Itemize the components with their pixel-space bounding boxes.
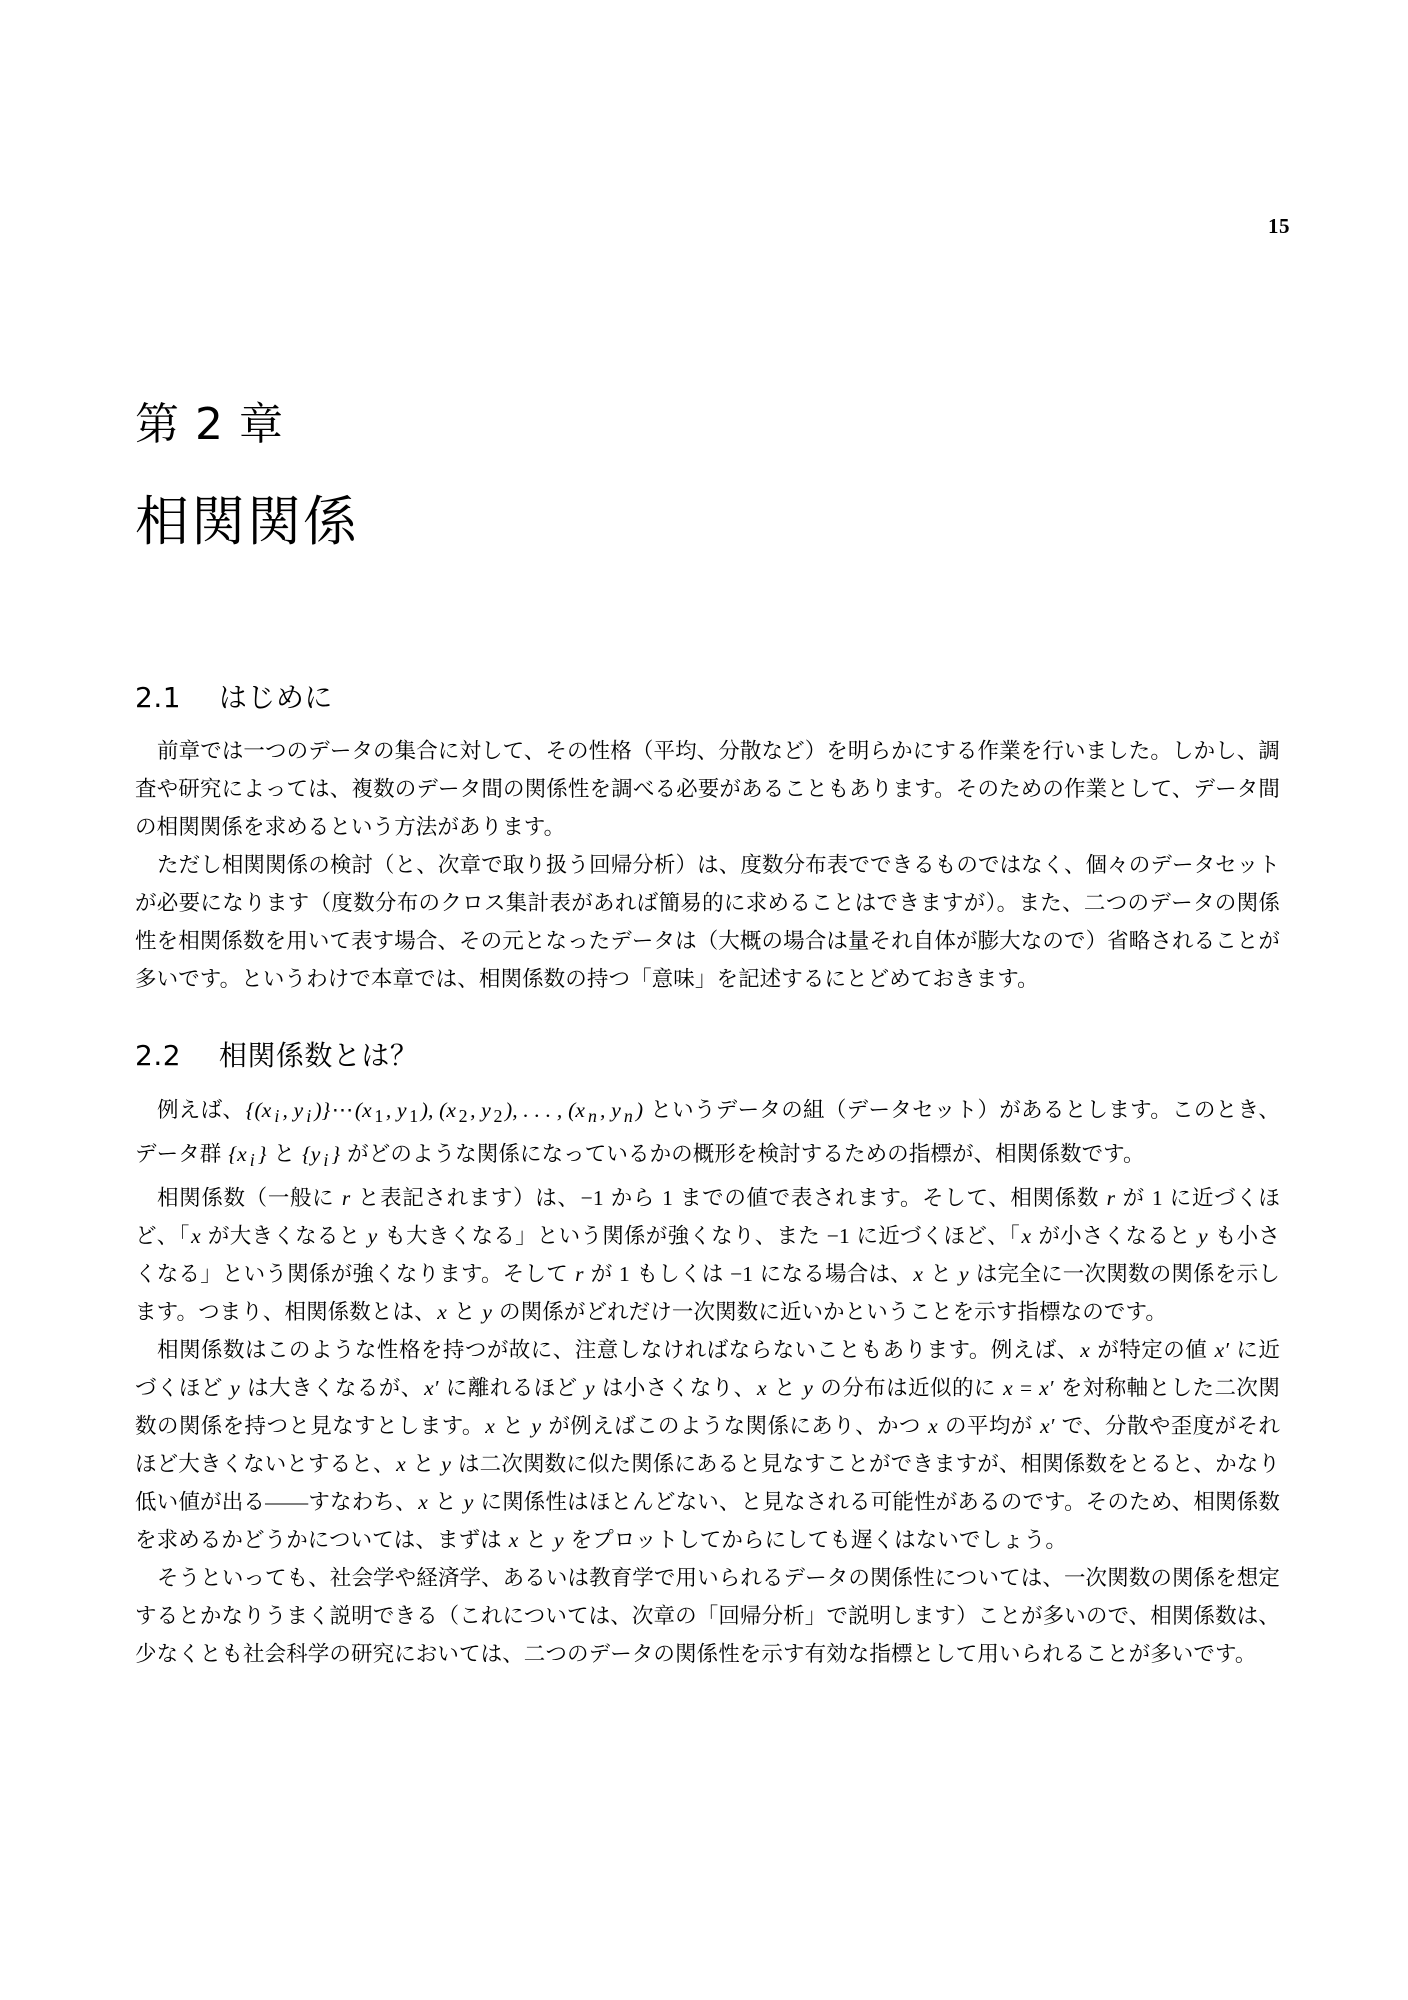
inline-number: 1 [1151, 1186, 1163, 1211]
inline-math: } [257, 1142, 267, 1167]
inline-math: y [584, 1376, 595, 1401]
inline-math: , y [282, 1097, 304, 1122]
inline-number: −1 [826, 1224, 850, 1249]
inline-math: {y [302, 1142, 321, 1167]
inline-number: −1 [580, 1186, 604, 1211]
inline-math-subscript: 1 [374, 1106, 384, 1127]
inline-math: y [367, 1224, 378, 1249]
inline-math: ) [635, 1097, 644, 1122]
chapter-title: 相関関係 [135, 490, 359, 554]
inline-math: y [230, 1376, 240, 1401]
paragraph: 例えば、{(x $_i$ , y $_i$ )}⋯(x $_1$ , y $_1$ ), (x $_2$ , y $_2$ ), . . . , (x $_n$ , y $_n$ ) というデータの組（データセット）があるとします。このとき、データ群 {x $_i$ } と {y $_i$ } がどのような関係になっているかの概形を検討するための指標が、相関係数です。 [135, 1097, 1281, 1171]
inline-math: y [482, 1300, 493, 1325]
inline-math: x = x′ [1003, 1376, 1054, 1401]
inline-math: y [553, 1528, 564, 1553]
paragraph: 前章では一つのデータの集合に対して、その性格（平均、分散など）を明らかにする作業を行いました。しかし、調査や研究によっては、複数のデータ間の関係性を調べる必要があることもあります。そのための作業として、データ間の相関関係を求めるという方法があります。 [135, 739, 1280, 840]
inline-math: y [803, 1376, 813, 1401]
inline-math: } [331, 1142, 341, 1167]
inline-math: x [191, 1224, 201, 1249]
inline-math: x [928, 1414, 938, 1439]
inline-math-subscript: n [623, 1106, 633, 1127]
inline-math: x [437, 1300, 447, 1325]
inline-math: x′ [1039, 1414, 1055, 1439]
inline-math: r [1106, 1186, 1116, 1211]
inline-math: y [463, 1490, 474, 1515]
inline-number: 1 [662, 1186, 673, 1211]
paragraph: 相関係数（一般に r と表記されます）は、−1 から 1 までの値で表されます。そして、相関係数 r が 1 に近づくほど、「x が大きくなると y も大きくなる」という関係が強くなり、また −1 に近づくほど、「x が小さくなると y も小さくなる」という関係が強くなります。そして r が 1 もしくは −1 になる場合は、x と y は完全に一次関数の関係を示します。つまり、相関係数とは、x と y の関係がどれだけ一次関数に近いかということを示す指標なのです。 [135, 1186, 1281, 1325]
inline-math: r [575, 1262, 584, 1287]
inline-math: x [485, 1414, 495, 1439]
inline-math-subscript: n [587, 1106, 598, 1127]
inline-math: x [1021, 1224, 1032, 1249]
inline-math: {(x [245, 1097, 272, 1122]
inline-math: , y [600, 1097, 621, 1122]
inline-math: y [959, 1262, 969, 1287]
inline-math: , y [470, 1097, 491, 1122]
inline-math: x [913, 1262, 924, 1287]
inline-math: )} [314, 1097, 331, 1122]
inline-math: {x [228, 1142, 247, 1167]
inline-math-subscript: i [323, 1150, 329, 1171]
section-heading-2-1: 2.1 はじめに [135, 681, 333, 714]
inline-math: x [508, 1528, 519, 1553]
inline-math: (x [354, 1097, 372, 1122]
inline-math: y [1198, 1224, 1208, 1249]
inline-math-subscript: i [274, 1106, 280, 1127]
inline-math: y [531, 1414, 542, 1439]
inline-math-subscript: 2 [493, 1106, 503, 1127]
inline-number: −1 [730, 1262, 754, 1287]
page-number: 15 [1268, 214, 1290, 238]
paragraph: 相関係数はこのような性格を持つが故に、注意しなければならないこともあります。例えば、x が特定の値 x′ に近づくほど y は大きくなるが、x′ に離れるほど y は小さくなり、x と y の分布は近似的に x = x′ を対称軸とした二次関数の関係を持つと見なすとします。x と y が例えばこのような関係にあり、かつ x の平均が x′ で、分散や歪度がそれほど大きくないとすると、x と y は二次関数に似た関係にあると見なすことができますが、相関係数をとると、かなり低い値が出る——すなわち、x と y に関係性はほとんどない、と見なされる可能性があるのです。そのため、相関係数を求めるかどうかについては、まずは x と y をプロットしてからにしても遅くはないでしょう。 [135, 1338, 1281, 1553]
inline-number: 1 [619, 1262, 630, 1287]
inline-math: x [1080, 1338, 1090, 1363]
inline-math: y [441, 1452, 452, 1477]
paragraph: そうといっても、社会学や経済学、あるいは教育学で用いられるデータの関係性については、一次関数の関係を想定するとかなりうまく説明できる（これについては、次章の「回帰分析」で説明します）ことが多いので、相関係数は、少なくとも社会科学の研究においては、二つのデータの関係性を示す有効な指標として用いられることが多いです。 [135, 1566, 1280, 1667]
body-column [135, 680, 1280, 1673]
inline-math: x [418, 1490, 428, 1515]
inline-math: x [396, 1452, 406, 1477]
inline-math: x [757, 1376, 767, 1401]
inline-math-subscript: 2 [458, 1106, 468, 1127]
inline-math: x′ [1214, 1338, 1230, 1363]
inline-math-subscript: i [306, 1106, 312, 1127]
inline-math: ), (x [420, 1097, 457, 1122]
chapter-label: 第 2 章 [135, 399, 284, 450]
inline-math: x′ [424, 1376, 439, 1401]
paragraph: ただし相関関係の検討（と、次章で取り扱う回帰分析）は、度数分布表でできるものではなく、個々のデータセットが必要になります（度数分布のクロス集計表があれば簡易的に求めることはできますが）。また、二つのデータの関係性を相関係数を用いて表す場合、その元となったデータは（大概の場合は量それ自体が膨大なので）省略されることが多いです。というわけで本章では、相関係数の持つ「意味」を記述するにとどめておきます。 [135, 853, 1280, 992]
inline-math-subscript: 1 [409, 1106, 419, 1127]
inline-math: ), . . . , (x [505, 1097, 585, 1122]
inline-math: r [341, 1186, 351, 1211]
section-heading-2-2: 2.2 相関係数とは？ [135, 1039, 419, 1073]
chapter-header [135, 400, 1275, 553]
inline-math: , y [385, 1097, 407, 1122]
inline-math-subscript: i [249, 1150, 255, 1171]
